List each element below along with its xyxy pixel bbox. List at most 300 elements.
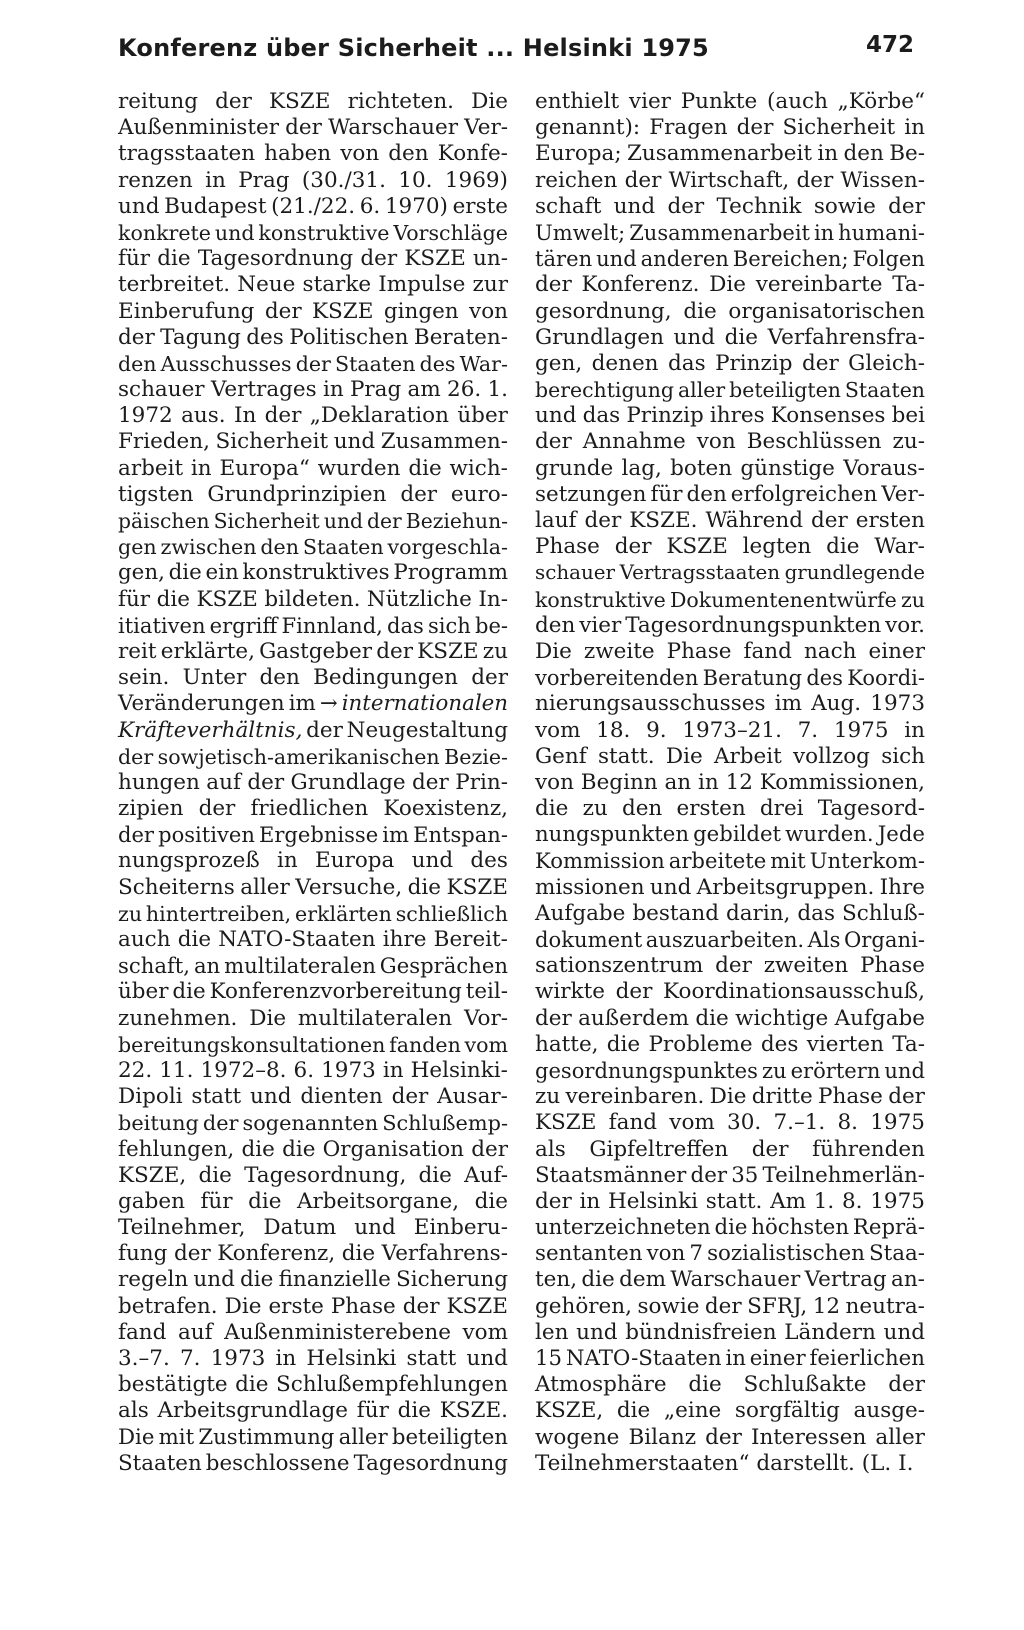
word: beitung <box>118 1111 199 1136</box>
word: vier <box>579 612 622 638</box>
word: In- <box>478 586 508 612</box>
word: den <box>259 665 300 691</box>
word: der <box>118 822 154 848</box>
word: bündnisfreien <box>625 1319 777 1345</box>
word: der <box>360 246 398 272</box>
text-line <box>535 587 925 613</box>
word: den <box>388 141 429 167</box>
word: die <box>581 1267 615 1293</box>
word: sein. <box>118 665 170 691</box>
text-line <box>118 796 508 822</box>
text-line <box>118 1451 508 1477</box>
word: Voraus- <box>843 455 925 481</box>
text-line <box>118 1084 508 1110</box>
text-line <box>535 1189 925 1215</box>
word: gesordnungspunktes <box>535 1057 758 1083</box>
word: den <box>260 535 300 560</box>
word: 1970) <box>384 193 448 219</box>
word: vom <box>464 1032 508 1057</box>
word: genannt): <box>535 115 641 141</box>
word: in <box>817 141 839 167</box>
text-line <box>118 482 508 508</box>
word: konstruktives <box>242 560 390 586</box>
word: Phase <box>535 534 600 560</box>
word: wurden. <box>785 822 874 848</box>
word: von <box>535 769 574 795</box>
word: gen, <box>118 560 165 586</box>
word: renzen <box>118 167 193 193</box>
word: in <box>698 769 719 795</box>
text-line <box>535 351 925 377</box>
word: Bilanz <box>628 1424 697 1450</box>
word: 15 <box>535 1346 563 1371</box>
word: zweiten <box>763 953 849 979</box>
word: die <box>157 246 191 272</box>
word: die <box>418 1162 452 1188</box>
word: vorgeschla- <box>387 535 508 560</box>
text-line <box>535 1163 925 1189</box>
word: die <box>724 324 758 350</box>
word: Beziehun- <box>405 509 508 533</box>
text-line <box>118 456 508 482</box>
word: 10. <box>398 167 433 193</box>
word: zu <box>900 587 925 612</box>
text-line <box>535 1084 925 1110</box>
word: (auch <box>766 89 828 114</box>
word: für <box>356 1398 389 1424</box>
word: Die <box>709 1084 747 1110</box>
word: Atmosphäre <box>535 1372 667 1398</box>
cross-reference-line <box>118 718 508 744</box>
text-line <box>535 953 925 979</box>
text-line <box>118 1267 508 1293</box>
word: 8. <box>841 1188 863 1214</box>
text-line <box>118 587 508 613</box>
word: der <box>690 1162 728 1188</box>
word: aller <box>677 378 726 403</box>
text-line <box>535 848 925 874</box>
word: Kommission <box>535 848 665 874</box>
text-line <box>118 1006 508 1032</box>
word: 1975 <box>870 1110 925 1136</box>
word: der <box>247 769 285 795</box>
word: euro- <box>450 481 508 507</box>
word: Punkte <box>680 89 758 114</box>
text-line <box>118 1294 508 1320</box>
word: die <box>474 1188 508 1214</box>
text-line <box>535 1241 925 1267</box>
word: erklärte, <box>160 638 255 664</box>
word: den <box>686 481 727 507</box>
word: einer <box>749 1346 806 1371</box>
word: Teilnehmerlän- <box>762 1162 925 1188</box>
word: 1. <box>813 1188 835 1214</box>
word: die <box>282 1136 316 1162</box>
word: richteten. <box>347 89 455 114</box>
word: mit <box>158 1424 195 1450</box>
word: Staatsmänner <box>535 1162 687 1188</box>
word: bestand <box>632 900 719 926</box>
word: Umwelt; <box>535 220 626 245</box>
word: Prinzip <box>715 350 793 376</box>
word: Tagesordnung <box>353 1450 508 1476</box>
text-line <box>535 115 925 141</box>
word: zu <box>761 1057 787 1083</box>
text-line <box>118 89 508 115</box>
text-line <box>118 1398 508 1424</box>
word: der <box>202 1111 239 1136</box>
word: und <box>673 324 716 350</box>
word: Grundprinzipien <box>207 481 387 507</box>
word: unterzeichneten <box>535 1215 711 1241</box>
word: fand <box>118 1319 167 1345</box>
word: Finnland, <box>281 612 383 638</box>
text-line <box>118 168 508 194</box>
word: Arbeitsgrundlage <box>157 1398 349 1424</box>
word: 6. <box>293 1057 315 1083</box>
word: statt. <box>597 743 655 769</box>
word: Wirtschaft, <box>668 167 790 193</box>
text-line <box>118 429 508 455</box>
word: den <box>843 141 884 167</box>
word: höchsten <box>751 1215 849 1241</box>
word: Phase <box>818 1084 883 1110</box>
word: Schlußempfehlungen <box>275 1372 508 1398</box>
word: und <box>884 1057 925 1083</box>
word: Helsinki <box>607 1188 698 1214</box>
word: der <box>376 638 413 664</box>
right-text-column <box>535 89 925 1477</box>
word: Phase <box>666 638 732 664</box>
word: Impulse <box>378 272 466 298</box>
word: Staaten <box>335 351 416 376</box>
word: in <box>277 848 298 874</box>
word: vierten <box>806 1031 884 1057</box>
word: Sicherheit <box>782 115 896 141</box>
word: das <box>387 612 424 638</box>
word: von <box>469 298 508 324</box>
word: 22. <box>118 1057 153 1083</box>
word: der <box>705 1424 742 1450</box>
word: beteiligten <box>729 378 841 403</box>
word: Auf- <box>464 1162 508 1188</box>
word: bereitungskonsultationen <box>118 1032 386 1057</box>
word: Annahme <box>582 429 686 455</box>
word: Einberu- <box>413 1215 508 1241</box>
text-line <box>118 1241 508 1267</box>
text-line <box>535 1294 925 1320</box>
word: Arbeitsorgane, <box>296 1188 460 1214</box>
word: Tagesordnung <box>197 246 354 272</box>
word: der <box>810 508 848 533</box>
word: die <box>235 1372 269 1398</box>
text-line <box>535 718 925 744</box>
word: der <box>306 717 343 743</box>
word: NATO-Staaten <box>565 1346 722 1371</box>
word: die <box>172 979 206 1005</box>
word: → <box>319 691 338 717</box>
word: Warschauer <box>328 115 458 141</box>
word: beteiligten <box>391 1424 508 1450</box>
word: die <box>535 796 569 822</box>
word: ausge- <box>853 1398 925 1424</box>
word: vom <box>462 1319 508 1345</box>
text-line <box>535 482 925 508</box>
word: die <box>397 1398 431 1424</box>
word: KSZE <box>446 874 508 900</box>
word: und <box>466 1346 508 1371</box>
text-line <box>535 665 925 691</box>
word: 7. <box>797 717 819 743</box>
word: erfolgreichen <box>730 481 878 507</box>
word: Grundlage <box>290 769 406 795</box>
word: der <box>535 1005 572 1031</box>
word: wogene <box>535 1424 620 1450</box>
word: des <box>419 351 456 376</box>
word: die <box>156 586 190 612</box>
word: im <box>774 691 802 717</box>
text-line <box>535 796 925 822</box>
word: auf <box>206 769 241 795</box>
word: im <box>288 691 316 717</box>
text-line <box>118 377 508 403</box>
word: Gleich- <box>848 350 925 376</box>
word: ersten <box>676 796 746 822</box>
word: der <box>118 324 155 350</box>
word: Folgen <box>852 246 925 272</box>
word: Gesprächen <box>379 953 508 979</box>
word: der <box>412 769 449 795</box>
word: positiven <box>158 822 255 848</box>
word: sich <box>881 743 925 769</box>
text-line <box>535 1215 925 1241</box>
word: feierlichen <box>809 1346 925 1371</box>
word: grunde <box>535 455 614 481</box>
word: Tagung <box>160 324 241 350</box>
word: 7. <box>179 1346 201 1371</box>
word: in <box>205 167 226 193</box>
word: neutra- <box>845 1293 925 1319</box>
word: Aufgabe <box>535 900 626 926</box>
word: zu <box>118 901 143 926</box>
word: Konferenzvorbereitung <box>209 979 462 1005</box>
word: arbeitete <box>668 848 767 874</box>
word: und <box>118 193 160 219</box>
word: missionen <box>535 874 645 900</box>
word: konkrete <box>118 220 211 245</box>
word: Verfahrensfra- <box>767 324 925 350</box>
word: Bereichen; <box>732 246 849 272</box>
text-line <box>535 508 925 534</box>
word: „Deklaration <box>309 403 449 429</box>
word: anderen <box>640 246 729 272</box>
text-line <box>118 953 508 979</box>
text-line <box>535 403 925 429</box>
word: 1975 <box>833 717 889 743</box>
text-line <box>535 613 925 639</box>
word: darstellt. <box>756 1450 855 1476</box>
word: an <box>664 769 692 795</box>
word: Grundlagen <box>535 324 664 350</box>
word: Ta- <box>892 1031 925 1057</box>
word: im <box>382 822 409 848</box>
text-line <box>118 351 508 377</box>
word: Koordinationsausschuß, <box>663 979 925 1005</box>
word: der <box>667 193 705 219</box>
word: arbeit <box>118 455 184 481</box>
text-line <box>535 272 925 298</box>
word: der <box>264 298 302 324</box>
word: Europa <box>315 848 395 874</box>
word: den <box>621 796 663 822</box>
word: Ver- <box>881 481 925 507</box>
word: der <box>888 1372 925 1398</box>
word: und <box>613 193 656 219</box>
word: Konsenses <box>770 403 886 429</box>
word: Neue <box>237 272 296 298</box>
word: der <box>624 167 662 193</box>
word: itiativen <box>118 612 206 638</box>
word: ten, <box>535 1267 578 1293</box>
word: Als <box>807 927 841 952</box>
word: Dipoli <box>118 1084 183 1110</box>
word: ihres <box>709 403 765 429</box>
word: Prinzip <box>626 403 704 429</box>
text-line <box>535 927 925 953</box>
word: Außenministerebene <box>224 1319 451 1345</box>
word: Organi- <box>844 927 925 952</box>
word: in <box>579 1188 601 1214</box>
word: Bereit- <box>433 927 508 952</box>
word: Konferenz. <box>581 272 700 298</box>
word: Sicherheit <box>215 429 329 455</box>
word: der <box>118 744 154 769</box>
word: schaft <box>535 193 602 219</box>
word: päischen <box>118 509 210 533</box>
word: und <box>323 509 364 533</box>
word: Schlußakte <box>743 1372 867 1398</box>
word: enthielt <box>535 89 620 114</box>
text-line <box>535 1320 925 1346</box>
word: Zusammen- <box>380 429 508 455</box>
word: die <box>826 534 860 560</box>
word: regeln <box>118 1267 189 1293</box>
text-line <box>535 979 925 1005</box>
word: KSZE <box>404 246 466 272</box>
word: Genf <box>535 743 587 769</box>
word: die <box>688 1372 722 1398</box>
word: an <box>193 953 221 979</box>
word: Ausschusses <box>160 351 292 376</box>
word: über <box>457 403 508 429</box>
word: Zusammenarbeit <box>626 141 813 167</box>
word: 30. <box>727 1110 762 1136</box>
word: Ver- <box>464 115 508 141</box>
word: darin, <box>725 900 791 926</box>
word: 6. <box>359 193 381 219</box>
word: erörtern <box>790 1057 881 1083</box>
word: KSZE, <box>535 1398 604 1424</box>
word: das <box>582 403 621 429</box>
word: Prin- <box>455 769 508 795</box>
word: und <box>576 1319 618 1345</box>
word: an- <box>891 1267 925 1293</box>
word: der <box>400 481 438 507</box>
text-line <box>535 875 925 901</box>
word: Teilnehmer, <box>118 1215 246 1241</box>
word: KSZE <box>269 89 331 114</box>
word: 1969) <box>444 167 508 193</box>
text-line <box>535 901 925 927</box>
word: Verfahrens- <box>381 1241 508 1267</box>
word: Unterkom- <box>809 848 925 874</box>
text-line <box>118 875 508 901</box>
word: „Körbe“ <box>837 89 925 114</box>
text-line <box>118 639 508 665</box>
word: der <box>704 1293 742 1319</box>
word: reichen <box>535 167 618 193</box>
word: Während <box>705 508 803 533</box>
word: außerdem <box>578 1005 690 1031</box>
word: Scheiterns <box>118 874 235 900</box>
text-line <box>118 744 508 770</box>
word: humani- <box>838 220 925 245</box>
word: einer <box>868 638 925 664</box>
word: Datum <box>263 1215 337 1241</box>
text-line <box>535 1137 925 1163</box>
word: fand <box>608 1110 658 1136</box>
text-line <box>535 89 925 115</box>
word: die <box>606 1031 641 1057</box>
text-line <box>118 534 508 560</box>
word: Nützliche <box>366 586 472 612</box>
word: dienten <box>300 1084 383 1110</box>
word: Budapest <box>164 193 267 219</box>
word: in <box>725 1346 746 1371</box>
text-line <box>118 299 508 325</box>
word: Phase <box>330 1293 396 1319</box>
word: der <box>888 193 925 219</box>
word: I. <box>898 1450 914 1476</box>
text-line <box>118 901 508 927</box>
word: Warschauer <box>670 1267 801 1293</box>
word: sozialistischen <box>707 1241 865 1267</box>
word: der <box>215 89 252 114</box>
word: Organisation <box>322 1136 465 1162</box>
text-line <box>118 1110 508 1136</box>
word: die <box>177 927 212 952</box>
word: Prag <box>349 377 402 403</box>
word: Gastgeber <box>259 638 373 664</box>
word: Einberufung <box>118 298 255 324</box>
word: fung <box>118 1241 168 1267</box>
word: gen, <box>535 350 583 376</box>
word: von <box>340 141 380 167</box>
word: der <box>264 403 302 429</box>
word: Bezie- <box>444 744 508 769</box>
word: 7 <box>689 1241 703 1267</box>
word: und <box>250 1084 292 1110</box>
word: Gipfeltreffen <box>589 1136 729 1162</box>
word: Staaten <box>118 1450 202 1476</box>
word: reit <box>118 638 157 664</box>
word: Vor- <box>463 1005 508 1031</box>
word: Arbeitsgruppen. <box>696 874 875 900</box>
word: als <box>535 1136 566 1162</box>
word: von <box>646 1241 686 1267</box>
word: der <box>736 115 774 141</box>
word: multilateralen <box>224 953 376 979</box>
